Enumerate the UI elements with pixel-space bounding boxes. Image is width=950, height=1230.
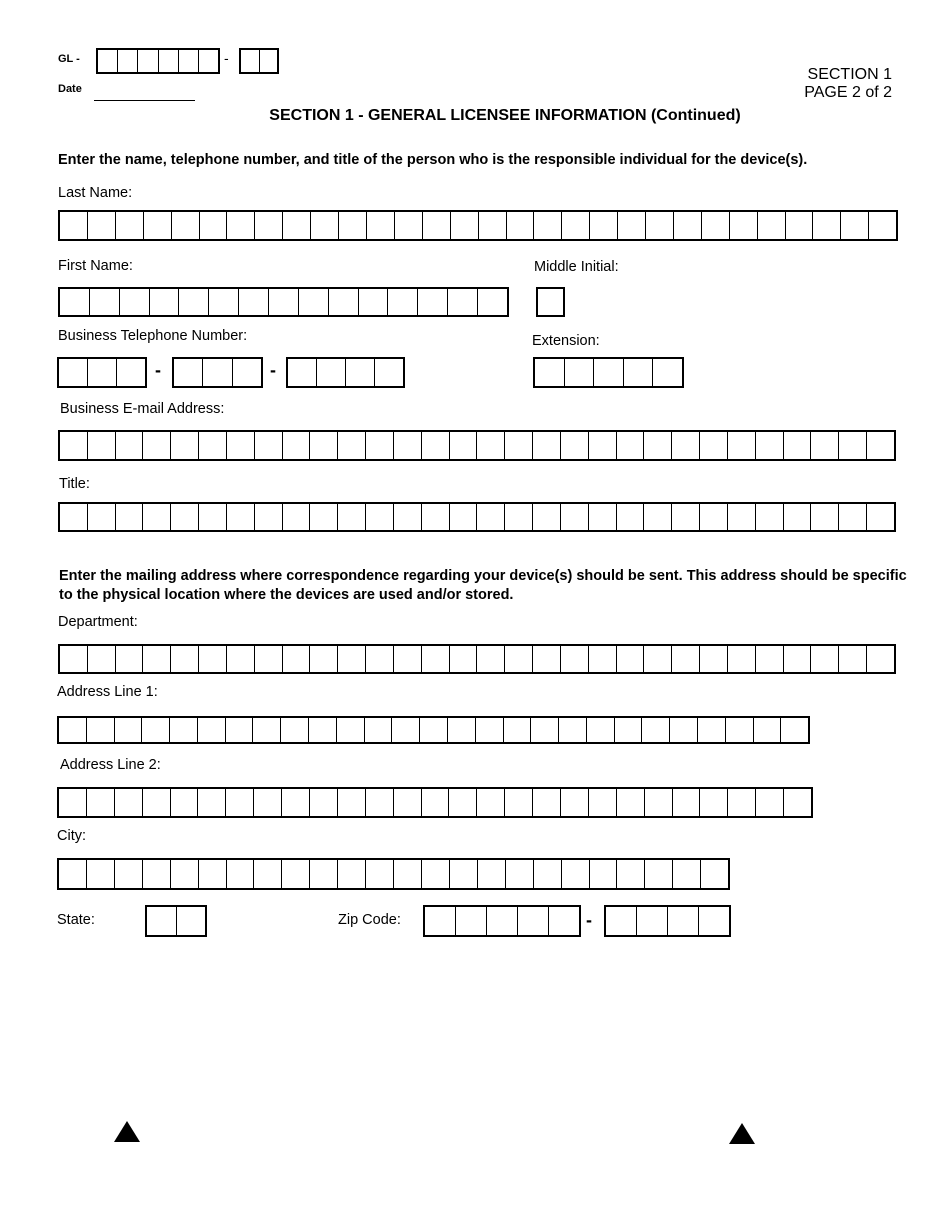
character-cell[interactable] <box>477 504 505 530</box>
character-cell[interactable] <box>606 907 637 935</box>
character-cell[interactable] <box>448 289 478 315</box>
character-cell[interactable] <box>617 860 645 888</box>
character-cell[interactable] <box>531 718 559 742</box>
character-cell[interactable] <box>784 646 812 672</box>
character-cell[interactable] <box>198 789 226 816</box>
character-cell[interactable] <box>506 860 534 888</box>
character-cell[interactable] <box>422 860 450 888</box>
character-cell[interactable] <box>283 504 311 530</box>
character-cell[interactable] <box>784 789 811 816</box>
character-cell[interactable] <box>394 646 422 672</box>
character-cell[interactable] <box>756 504 784 530</box>
character-cell[interactable] <box>487 907 518 935</box>
section-indicator <box>804 66 892 102</box>
character-cell[interactable] <box>456 907 487 935</box>
character-cell[interactable] <box>88 359 117 386</box>
character-cell[interactable] <box>449 789 477 816</box>
city-boxes[interactable] <box>57 858 730 890</box>
character-cell[interactable] <box>142 718 170 742</box>
address-line-1-boxes[interactable] <box>57 716 810 744</box>
character-cell[interactable] <box>88 432 116 459</box>
character-cell[interactable] <box>299 289 329 315</box>
character-cell[interactable] <box>98 50 118 72</box>
character-cell[interactable] <box>841 212 869 239</box>
character-cell[interactable] <box>702 212 730 239</box>
character-cell[interactable] <box>310 432 338 459</box>
character-cell[interactable] <box>346 359 375 386</box>
character-cell[interactable] <box>227 504 255 530</box>
character-cell[interactable] <box>756 789 784 816</box>
character-cell[interactable] <box>505 789 533 816</box>
address-line-1-label: Address Line 1: <box>57 684 158 700</box>
character-cell[interactable] <box>179 50 199 72</box>
character-cell[interactable] <box>338 860 366 888</box>
title-label: Title: <box>59 476 90 492</box>
phone-line-boxes[interactable] <box>286 357 405 388</box>
character-cell[interactable] <box>645 860 673 888</box>
phone-prefix-boxes[interactable] <box>172 357 263 388</box>
character-cell[interactable] <box>143 504 171 530</box>
character-cell[interactable] <box>535 359 565 386</box>
character-cell[interactable] <box>329 289 359 315</box>
character-cell[interactable] <box>869 212 896 239</box>
character-cell[interactable] <box>120 289 150 315</box>
character-cell[interactable] <box>199 646 227 672</box>
character-cell[interactable] <box>617 789 645 816</box>
character-cell[interactable] <box>594 359 624 386</box>
character-cell[interactable] <box>700 789 728 816</box>
character-cell[interactable] <box>615 718 643 742</box>
character-cell[interactable] <box>637 907 668 935</box>
character-cell[interactable] <box>589 646 617 672</box>
character-cell[interactable] <box>422 432 450 459</box>
phone-separator-2: - <box>270 360 276 380</box>
character-cell[interactable] <box>505 646 533 672</box>
character-cell[interactable] <box>338 789 366 816</box>
character-cell[interactable] <box>811 646 839 672</box>
character-cell[interactable] <box>728 646 756 672</box>
character-cell[interactable] <box>505 504 533 530</box>
character-cell[interactable] <box>673 860 701 888</box>
character-cell[interactable] <box>418 289 448 315</box>
character-cell[interactable] <box>781 718 808 742</box>
character-cell[interactable] <box>144 212 172 239</box>
character-cell[interactable] <box>282 860 310 888</box>
character-cell[interactable] <box>366 646 394 672</box>
character-cell[interactable] <box>226 789 254 816</box>
character-cell[interactable] <box>366 432 394 459</box>
character-cell[interactable] <box>59 860 87 888</box>
character-cell[interactable] <box>116 504 144 530</box>
gl-separator: - <box>224 50 229 66</box>
character-cell[interactable] <box>450 860 478 888</box>
character-cell[interactable] <box>450 432 478 459</box>
character-cell[interactable] <box>310 646 338 672</box>
character-cell[interactable] <box>617 504 645 530</box>
character-cell[interactable] <box>758 212 786 239</box>
character-cell[interactable] <box>171 504 199 530</box>
character-cell[interactable] <box>867 646 894 672</box>
character-cell[interactable] <box>674 212 702 239</box>
character-cell[interactable] <box>728 504 756 530</box>
last-name-label: Last Name: <box>58 185 133 201</box>
character-cell[interactable] <box>394 432 422 459</box>
character-cell[interactable] <box>700 432 728 459</box>
character-cell[interactable] <box>87 860 115 888</box>
character-cell[interactable] <box>118 50 138 72</box>
character-cell[interactable] <box>562 212 590 239</box>
character-cell[interactable] <box>589 504 617 530</box>
character-cell[interactable] <box>561 646 589 672</box>
character-cell[interactable] <box>310 504 338 530</box>
character-cell[interactable] <box>367 212 395 239</box>
character-cell[interactable] <box>253 718 281 742</box>
character-cell[interactable] <box>239 289 269 315</box>
responsible-instruction: Enter the name, telephone number, and title of the person who is the responsible individual for the device(s). <box>58 152 808 168</box>
middle-initial-label: Middle Initial: <box>534 259 619 275</box>
character-cell[interactable] <box>617 646 645 672</box>
character-cell[interactable] <box>700 504 728 530</box>
character-cell[interactable] <box>88 646 116 672</box>
character-cell[interactable] <box>672 646 700 672</box>
character-cell[interactable] <box>227 432 255 459</box>
character-cell[interactable] <box>587 718 615 742</box>
character-cell[interactable] <box>518 907 549 935</box>
title-boxes[interactable] <box>58 502 896 532</box>
character-cell[interactable] <box>672 504 700 530</box>
character-cell[interactable] <box>366 860 394 888</box>
character-cell[interactable] <box>174 359 203 386</box>
character-cell[interactable] <box>143 860 171 888</box>
character-cell[interactable] <box>143 789 171 816</box>
character-cell[interactable] <box>59 789 87 816</box>
zip-extension-boxes[interactable] <box>604 905 731 937</box>
character-cell[interactable] <box>839 504 867 530</box>
character-cell[interactable] <box>450 504 478 530</box>
character-cell[interactable] <box>241 50 260 72</box>
character-cell[interactable] <box>478 860 506 888</box>
character-cell[interactable] <box>698 718 726 742</box>
character-cell[interactable] <box>88 212 116 239</box>
date-field[interactable] <box>94 85 195 101</box>
character-cell[interactable] <box>673 789 701 816</box>
character-cell[interactable] <box>116 646 144 672</box>
character-cell[interactable] <box>209 289 239 315</box>
registration-mark-right <box>729 1123 755 1144</box>
character-cell[interactable] <box>115 789 143 816</box>
character-cell[interactable] <box>366 789 394 816</box>
character-cell[interactable] <box>200 212 228 239</box>
character-cell[interactable] <box>254 860 282 888</box>
character-cell[interactable] <box>425 907 456 935</box>
character-cell[interactable] <box>115 860 143 888</box>
character-cell[interactable] <box>534 212 562 239</box>
character-cell[interactable] <box>255 432 283 459</box>
character-cell[interactable] <box>565 359 595 386</box>
character-cell[interactable] <box>756 432 784 459</box>
character-cell[interactable] <box>653 359 682 386</box>
character-cell[interactable] <box>867 432 894 459</box>
character-cell[interactable] <box>90 289 120 315</box>
character-cell[interactable] <box>394 504 422 530</box>
gl-number-boxes[interactable] <box>96 48 220 74</box>
character-cell[interactable] <box>839 432 867 459</box>
character-cell[interactable] <box>811 504 839 530</box>
character-cell[interactable] <box>150 289 180 315</box>
character-cell[interactable] <box>60 646 88 672</box>
character-cell[interactable] <box>784 432 812 459</box>
character-cell[interactable] <box>533 646 561 672</box>
character-cell[interactable] <box>147 907 177 935</box>
character-cell[interactable] <box>533 789 561 816</box>
email-boxes[interactable] <box>58 430 896 461</box>
zip-code-label: Zip Code: <box>338 912 401 928</box>
character-cell[interactable] <box>199 860 227 888</box>
mailing-instruction: Enter the mailing address where correspondence regarding your device(s) should be sent. This address should be specific to the physical location where the devices are used and/or stored. <box>59 568 907 603</box>
character-cell[interactable] <box>392 718 420 742</box>
gl-label: GL - <box>58 53 80 65</box>
character-cell[interactable] <box>226 718 254 742</box>
character-cell[interactable] <box>388 289 418 315</box>
character-cell[interactable] <box>269 289 299 315</box>
character-cell[interactable] <box>590 860 618 888</box>
character-cell[interactable] <box>143 646 171 672</box>
character-cell[interactable] <box>116 212 144 239</box>
character-cell[interactable] <box>260 50 278 72</box>
character-cell[interactable] <box>283 646 311 672</box>
character-cell[interactable] <box>728 432 756 459</box>
character-cell[interactable] <box>310 789 338 816</box>
character-cell[interactable] <box>448 718 476 742</box>
character-cell[interactable] <box>254 789 282 816</box>
character-cell[interactable] <box>423 212 451 239</box>
character-cell[interactable] <box>143 432 171 459</box>
character-cell[interactable] <box>359 289 389 315</box>
character-cell[interactable] <box>170 718 198 742</box>
email-label: Business E-mail Address: <box>60 401 225 417</box>
character-cell[interactable] <box>617 432 645 459</box>
character-cell[interactable] <box>811 432 839 459</box>
character-cell[interactable] <box>644 646 672 672</box>
character-cell[interactable] <box>477 432 505 459</box>
character-cell[interactable] <box>171 646 199 672</box>
page-title: SECTION 1 - GENERAL LICENSEE INFORMATION (Continued) <box>269 107 741 124</box>
character-cell[interactable] <box>116 432 144 459</box>
character-cell[interactable] <box>644 504 672 530</box>
character-cell[interactable] <box>88 504 116 530</box>
character-cell[interactable] <box>227 646 255 672</box>
character-cell[interactable] <box>255 646 283 672</box>
character-cell[interactable] <box>701 860 728 888</box>
character-cell[interactable] <box>504 718 532 742</box>
character-cell[interactable] <box>171 432 199 459</box>
city-label: City: <box>57 828 86 844</box>
character-cell[interactable] <box>394 860 422 888</box>
character-cell[interactable] <box>394 789 422 816</box>
extension-boxes[interactable] <box>533 357 684 388</box>
character-cell[interactable] <box>450 646 478 672</box>
character-cell[interactable] <box>283 432 311 459</box>
character-cell[interactable] <box>533 504 561 530</box>
character-cell[interactable] <box>645 789 673 816</box>
character-cell[interactable] <box>283 212 311 239</box>
character-cell[interactable] <box>561 504 589 530</box>
character-cell[interactable] <box>60 504 88 530</box>
character-cell[interactable] <box>422 789 450 816</box>
character-cell[interactable] <box>171 860 199 888</box>
middle-initial-box[interactable] <box>536 287 565 317</box>
phone-separator-1: - <box>155 360 161 380</box>
character-cell[interactable] <box>365 718 393 742</box>
character-cell[interactable] <box>422 646 450 672</box>
character-cell[interactable] <box>477 646 505 672</box>
character-cell[interactable] <box>784 504 812 530</box>
character-cell[interactable] <box>756 646 784 672</box>
character-cell[interactable] <box>199 50 218 72</box>
section-text: SECTION 1 <box>807 66 892 83</box>
character-cell[interactable] <box>533 432 561 459</box>
gl-suffix-boxes[interactable] <box>239 48 279 74</box>
character-cell[interactable] <box>562 860 590 888</box>
character-cell[interactable] <box>339 212 367 239</box>
character-cell[interactable] <box>233 359 261 386</box>
character-cell[interactable] <box>839 646 867 672</box>
character-cell[interactable] <box>699 907 729 935</box>
character-cell[interactable] <box>375 359 403 386</box>
character-cell[interactable] <box>117 359 145 386</box>
character-cell[interactable] <box>255 504 283 530</box>
character-cell[interactable] <box>59 718 87 742</box>
character-cell[interactable] <box>726 718 754 742</box>
character-cell[interactable] <box>561 789 589 816</box>
character-cell[interactable] <box>87 718 115 742</box>
first-name-boxes[interactable] <box>58 287 509 317</box>
character-cell[interactable] <box>203 359 232 386</box>
character-cell[interactable] <box>477 789 505 816</box>
zip-code-boxes[interactable] <box>423 905 581 937</box>
character-cell[interactable] <box>87 789 115 816</box>
character-cell[interactable] <box>538 289 563 315</box>
character-cell[interactable] <box>786 212 814 239</box>
character-cell[interactable] <box>644 432 672 459</box>
character-cell[interactable] <box>422 504 450 530</box>
date-label: Date <box>58 83 82 95</box>
character-cell[interactable] <box>317 359 346 386</box>
character-cell[interactable] <box>198 718 226 742</box>
last-name-boxes[interactable] <box>58 210 898 241</box>
state-boxes[interactable] <box>145 905 207 937</box>
character-cell[interactable] <box>754 718 782 742</box>
character-cell[interactable] <box>177 907 206 935</box>
character-cell[interactable] <box>451 212 479 239</box>
character-cell[interactable] <box>59 359 88 386</box>
character-cell[interactable] <box>199 432 227 459</box>
character-cell[interactable] <box>60 432 88 459</box>
character-cell[interactable] <box>311 212 339 239</box>
character-cell[interactable] <box>159 50 179 72</box>
character-cell[interactable] <box>337 718 365 742</box>
character-cell[interactable] <box>282 789 310 816</box>
department-label: Department: <box>58 614 138 630</box>
character-cell[interactable] <box>478 289 507 315</box>
zip-separator: - <box>586 910 592 930</box>
character-cell[interactable] <box>60 289 90 315</box>
address-line-2-label: Address Line 2: <box>60 757 161 773</box>
character-cell[interactable] <box>310 860 338 888</box>
character-cell[interactable] <box>288 359 317 386</box>
character-cell[interactable] <box>227 212 255 239</box>
character-cell[interactable] <box>561 432 589 459</box>
character-cell[interactable] <box>338 646 366 672</box>
character-cell[interactable] <box>534 860 562 888</box>
registration-mark-left <box>114 1121 140 1142</box>
extension-label: Extension: <box>532 333 600 349</box>
character-cell[interactable] <box>309 718 337 742</box>
character-cell[interactable] <box>476 718 504 742</box>
character-cell[interactable] <box>171 789 199 816</box>
character-cell[interactable] <box>730 212 758 239</box>
phone-label: Business Telephone Number: <box>58 328 248 344</box>
character-cell[interactable] <box>618 212 646 239</box>
character-cell[interactable] <box>199 504 227 530</box>
character-cell[interactable] <box>420 718 448 742</box>
character-cell[interactable] <box>255 212 283 239</box>
character-cell[interactable] <box>115 718 143 742</box>
character-cell[interactable] <box>642 718 670 742</box>
character-cell[interactable] <box>589 432 617 459</box>
character-cell[interactable] <box>700 646 728 672</box>
page-number: PAGE 2 of 2 <box>804 84 892 101</box>
character-cell[interactable] <box>505 432 533 459</box>
character-cell[interactable] <box>60 212 88 239</box>
phone-area-code-boxes[interactable] <box>57 357 147 388</box>
character-cell[interactable] <box>281 718 309 742</box>
character-cell[interactable] <box>559 718 587 742</box>
character-cell[interactable] <box>672 432 700 459</box>
character-cell[interactable] <box>366 504 394 530</box>
character-cell[interactable] <box>227 860 255 888</box>
state-label: State: <box>57 912 95 928</box>
character-cell[interactable] <box>338 432 366 459</box>
character-cell[interactable] <box>589 789 617 816</box>
character-cell[interactable] <box>138 50 158 72</box>
character-cell[interactable] <box>813 212 841 239</box>
character-cell[interactable] <box>395 212 423 239</box>
address-line-2-boxes[interactable] <box>57 787 813 818</box>
character-cell[interactable] <box>549 907 579 935</box>
department-boxes[interactable] <box>58 644 896 674</box>
character-cell[interactable] <box>624 359 654 386</box>
character-cell[interactable] <box>670 718 698 742</box>
character-cell[interactable] <box>646 212 674 239</box>
first-name-label: First Name: <box>58 258 133 274</box>
character-cell[interactable] <box>338 504 366 530</box>
character-cell[interactable] <box>590 212 618 239</box>
character-cell[interactable] <box>179 289 209 315</box>
character-cell[interactable] <box>728 789 756 816</box>
character-cell[interactable] <box>479 212 507 239</box>
character-cell[interactable] <box>507 212 535 239</box>
character-cell[interactable] <box>668 907 699 935</box>
character-cell[interactable] <box>172 212 200 239</box>
character-cell[interactable] <box>867 504 894 530</box>
